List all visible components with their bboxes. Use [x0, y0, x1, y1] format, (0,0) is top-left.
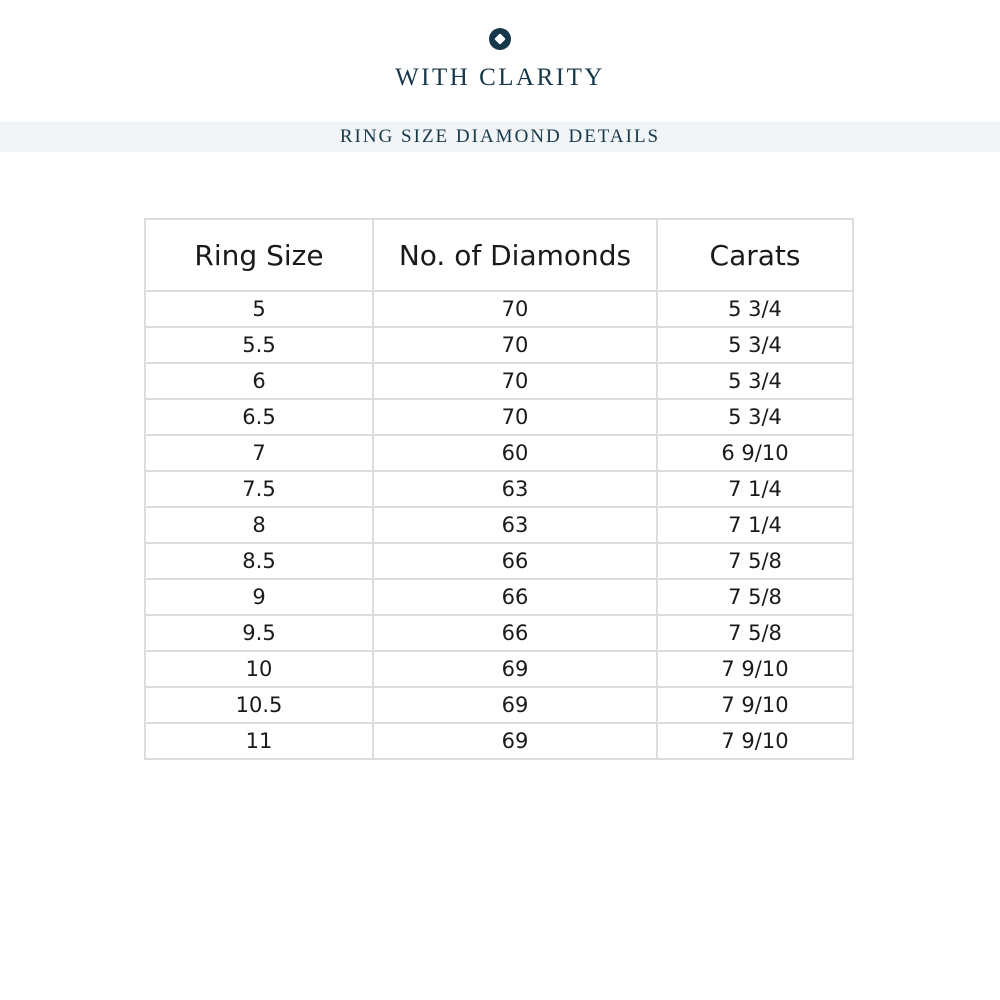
cell-carats: 5 3/4	[657, 363, 853, 399]
brand-name: WITH CLARITY	[395, 64, 605, 91]
cell-ring-size: 9	[145, 579, 373, 615]
table-row	[145, 327, 853, 363]
header-ring-size: Ring Size	[145, 219, 373, 291]
cell-no-of-diamonds: 69	[373, 687, 657, 723]
table-row	[145, 543, 853, 579]
cell-carats: 7 9/10	[657, 723, 853, 759]
cell-ring-size: 10	[145, 651, 373, 687]
diamond-circle-icon	[489, 28, 511, 50]
cell-carats: 7 9/10	[657, 687, 853, 723]
table-row	[145, 687, 853, 723]
cell-no-of-diamonds: 63	[373, 507, 657, 543]
cell-ring-size: 7.5	[145, 471, 373, 507]
cell-no-of-diamonds: 63	[373, 471, 657, 507]
cell-ring-size: 8	[145, 507, 373, 543]
cell-ring-size: 11	[145, 723, 373, 759]
table-body	[145, 291, 853, 759]
table-row	[145, 291, 853, 327]
cell-carats: 7 5/8	[657, 543, 853, 579]
cell-no-of-diamonds: 60	[373, 435, 657, 471]
cell-no-of-diamonds: 66	[373, 615, 657, 651]
cell-no-of-diamonds: 70	[373, 327, 657, 363]
table-row	[145, 615, 853, 651]
cell-carats: 7 5/8	[657, 615, 853, 651]
cell-carats: 7 5/8	[657, 579, 853, 615]
table-row	[145, 651, 853, 687]
cell-carats: 6 9/10	[657, 435, 853, 471]
ring-size-table	[144, 218, 854, 760]
header-no-of-diamonds: No. of Diamonds	[373, 219, 657, 291]
cell-no-of-diamonds: 70	[373, 363, 657, 399]
cell-no-of-diamonds: 69	[373, 651, 657, 687]
cell-no-of-diamonds: 70	[373, 291, 657, 327]
table-row	[145, 723, 853, 759]
cell-no-of-diamonds: 70	[373, 399, 657, 435]
cell-ring-size: 9.5	[145, 615, 373, 651]
cell-carats: 7 9/10	[657, 651, 853, 687]
cell-ring-size: 6	[145, 363, 373, 399]
table-header-row	[145, 219, 853, 291]
table-row	[145, 471, 853, 507]
cell-carats: 5 3/4	[657, 291, 853, 327]
cell-ring-size: 5.5	[145, 327, 373, 363]
cell-ring-size: 5	[145, 291, 373, 327]
cell-ring-size: 10.5	[145, 687, 373, 723]
table-row	[145, 435, 853, 471]
header-carats: Carats	[657, 219, 853, 291]
banner-title: RING SIZE DIAMOND DETAILS	[339, 126, 661, 147]
table-row	[145, 579, 853, 615]
cell-no-of-diamonds: 66	[373, 543, 657, 579]
cell-ring-size: 8.5	[145, 543, 373, 579]
cell-carats: 7 1/4	[657, 471, 853, 507]
table-row	[145, 363, 853, 399]
cell-carats: 5 3/4	[657, 399, 853, 435]
cell-no-of-diamonds: 69	[373, 723, 657, 759]
cell-ring-size: 6.5	[145, 399, 373, 435]
cell-carats: 5 3/4	[657, 327, 853, 363]
section-banner	[0, 122, 1000, 152]
table-row	[145, 507, 853, 543]
cell-carats: 7 1/4	[657, 507, 853, 543]
table-row	[145, 399, 853, 435]
cell-ring-size: 7	[145, 435, 373, 471]
cell-no-of-diamonds: 66	[373, 579, 657, 615]
